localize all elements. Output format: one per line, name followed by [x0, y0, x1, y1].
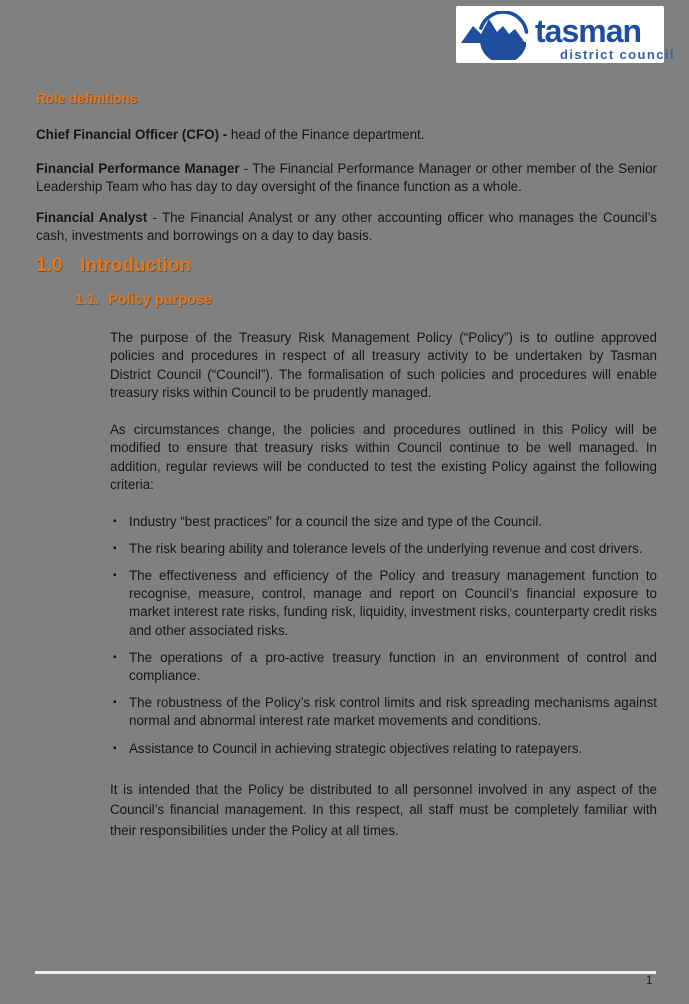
bullet-item: ▪ The effectiveness and efficiency of the Policy and treasury management function to recognise, measure, control, manage and report on Council’s financial exposure to market interest rate risks, funding risk, liquidity, investment risks, counterparty credit risks and other associated risks.: [110, 567, 657, 640]
footer-rule: [35, 971, 656, 974]
criteria-bullet-list: [110, 513, 657, 758]
definition-term: Financial Analyst: [36, 209, 148, 225]
section-title: Introduction: [80, 254, 191, 276]
subsection-heading-policy-purpose: [75, 292, 657, 308]
closing-paragraph: It is intended that the Policy be distributed to all personnel involved in any aspect of the Council’s financial management. In this respect, all staff must be completely familiar with their responsibilities under the Policy at all times.: [110, 781, 657, 838]
definition-term: Financial Performance Manager: [36, 160, 240, 176]
bullet-item: ▪ Assistance to Council in achieving strategic objectives relating to ratepayers.: [110, 740, 657, 758]
definition-text: head of the Finance department.: [227, 127, 425, 142]
bullet-item: ▪ The risk bearing ability and tolerance levels of the underlying revenue and cost drivers.: [110, 540, 657, 558]
definition-financial-performance-manager: [36, 160, 657, 197]
bullet-item: ▪ The robustness of the Policy’s risk control limits and risk spreading mechanisms against normal and abnormal interest rate market movements and conditions.: [110, 694, 657, 730]
definition-term: Chief Financial Officer (CFO) -: [36, 127, 228, 142]
body-paragraph: The purpose of the Treasury Risk Management Policy (“Policy”) is to outline approved policies and procedures in respect of all treasury activity to be undertaken by Tasman District Council (“Council”). The formalisation of such policies and procedures will enable treasury risks within Council to be prudently managed.: [110, 329, 657, 400]
page-number: 1: [646, 975, 653, 987]
subsection-body: [110, 329, 657, 842]
definition-text: - The Financial Analyst or any other accounting officer who manages the Council’s cash, investments and borrowings on a day to day basis.: [36, 209, 658, 243]
definition-text: - The Financial Performance Manager or other member of the Senior Leadership Team who has day to day oversight of the finance function as a whole.: [36, 160, 657, 194]
subsection-title: Policy purpose: [108, 291, 212, 308]
logo-subtitle: district council: [560, 47, 675, 62]
section-number: 1.0: [36, 254, 63, 276]
body-paragraph: As circumstances change, the policies and procedures outlined in this Policy will be modified to ensure that treasury risks within Council continue to be well managed. In addition, regular reviews will be conducted to test the existing Policy against the following criteria:: [110, 421, 657, 492]
role-definitions-heading: Role definitions: [36, 91, 138, 106]
document-page: [36, 0, 657, 841]
bullet-item: ▪ Industry “best practices” for a council the size and type of the Council.: [110, 513, 657, 531]
section-heading-introduction: [36, 255, 657, 277]
subsection-number: 1.1.: [75, 291, 100, 308]
definition-cfo: [36, 126, 657, 145]
definition-financial-analyst: [36, 209, 657, 246]
bullet-item: ▪ The operations of a pro-active treasury function in an environment of control and compliance.: [110, 649, 657, 685]
logo-name: tasman: [535, 13, 642, 49]
